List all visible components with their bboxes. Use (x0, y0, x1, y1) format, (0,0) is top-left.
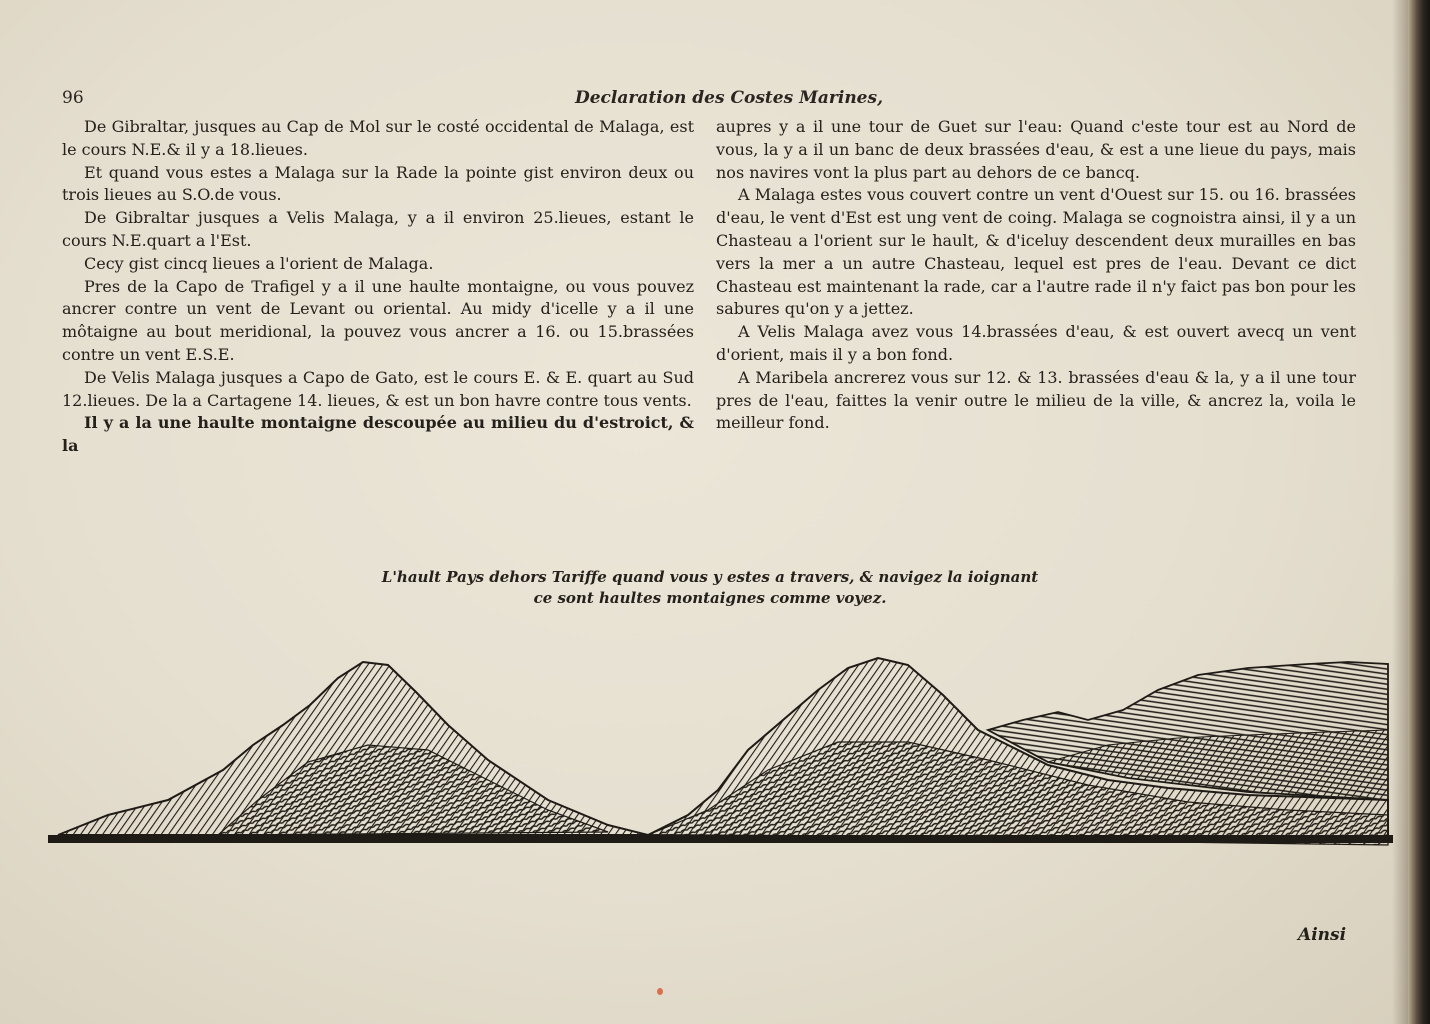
ink-spot (657, 988, 663, 995)
paragraph: Et quand vous estes a Malaga sur la Rade la pointe gist environ deux ou trois lieues au S.O.de vous. (62, 162, 694, 205)
page-number: 96 (62, 88, 84, 108)
paragraph: Pres de la Capo de Trafigel y a il une haulte montaigne, ou vous pouvez ancrer contre un vent de Levant ou oriental. Au midy d'icelle y a il une môtaigne au bout meridional, la pouvez vous ancrer a 16. ou 15.brassées contre un vent E.S.E. (62, 276, 694, 364)
caption-line: L'hault Pays dehors Tariffe quand vous y estes a travers, & navigez la ioignant (381, 568, 1039, 586)
caption-line: ce sont haultes montaignes comme voyez. (533, 589, 887, 607)
book-binding (1408, 0, 1430, 1024)
left-column (62, 116, 694, 458)
right-column (716, 116, 1356, 435)
coastal-profile-woodcut (48, 650, 1393, 870)
running-head: Declaration des Costes Marines, (575, 88, 883, 108)
paragraph: aupres y a il une tour de Guet sur l'eau: Quand c'este tour est au Nord de vous, la y a il un banc de deux brassées d'eau, & est a une lieue du pays, mais nos navires vont la plus part au dehors de ce bancq. (716, 117, 1356, 182)
paragraph: De Velis Malaga jusques a Capo de Gato, est le cours E. & E. quart au Sud 12.lieues. De la a Cartagene 14. lieues, & est un bon havre contre tous vents. (62, 367, 694, 410)
paragraph: A Velis Malaga avez vous 14.brassées d'eau, & est ouvert avecq un vent d'orient, mais il y a bon fond. (716, 322, 1356, 364)
paragraph: A Malaga estes vous couvert contre un vent d'Ouest sur 15. ou 16. brassées d'eau, le vent d'Est est ung vent de coing. Malaga se cognoistra ainsi, il y a un Chasteau a l'orient sur le hault, & d'iceluy descendent deux murailles en bas vers la mer a un autre Chasteau, lequel est pres de l'eau. Devant ce dict Chasteau est maintenant la rade, car a l'autre rade il n'y faict pas bon pour les sabures qu'on y a jettez. (716, 185, 1356, 319)
paragraph: A Maribela ancrerez vous sur 12. & 13. brassées d'eau & la, y a il une tour pres de l'eau, faittes la venir outre le milieu de la ville, & ancrez la, voila le meilleur fond. (716, 367, 1356, 433)
paragraph: Cecy gist cincq lieues a l'orient de Malaga. (84, 253, 434, 273)
catchword: Ainsi (1298, 925, 1347, 945)
paragraph: Il y a la une haulte montaigne descoupée au milieu du d'estroict, & la (62, 413, 694, 456)
paragraph: De Gibraltar jusques a Velis Malaga, y a il environ 25.lieues, estant le cours N.E.quart a l'Est. (62, 208, 694, 250)
paragraph: De Gibraltar, jusques au Cap de Mol sur le costé occidental de Malaga, est le cours N.E.& il y a 18.lieues. (62, 117, 694, 159)
illustration-caption (380, 567, 1040, 609)
